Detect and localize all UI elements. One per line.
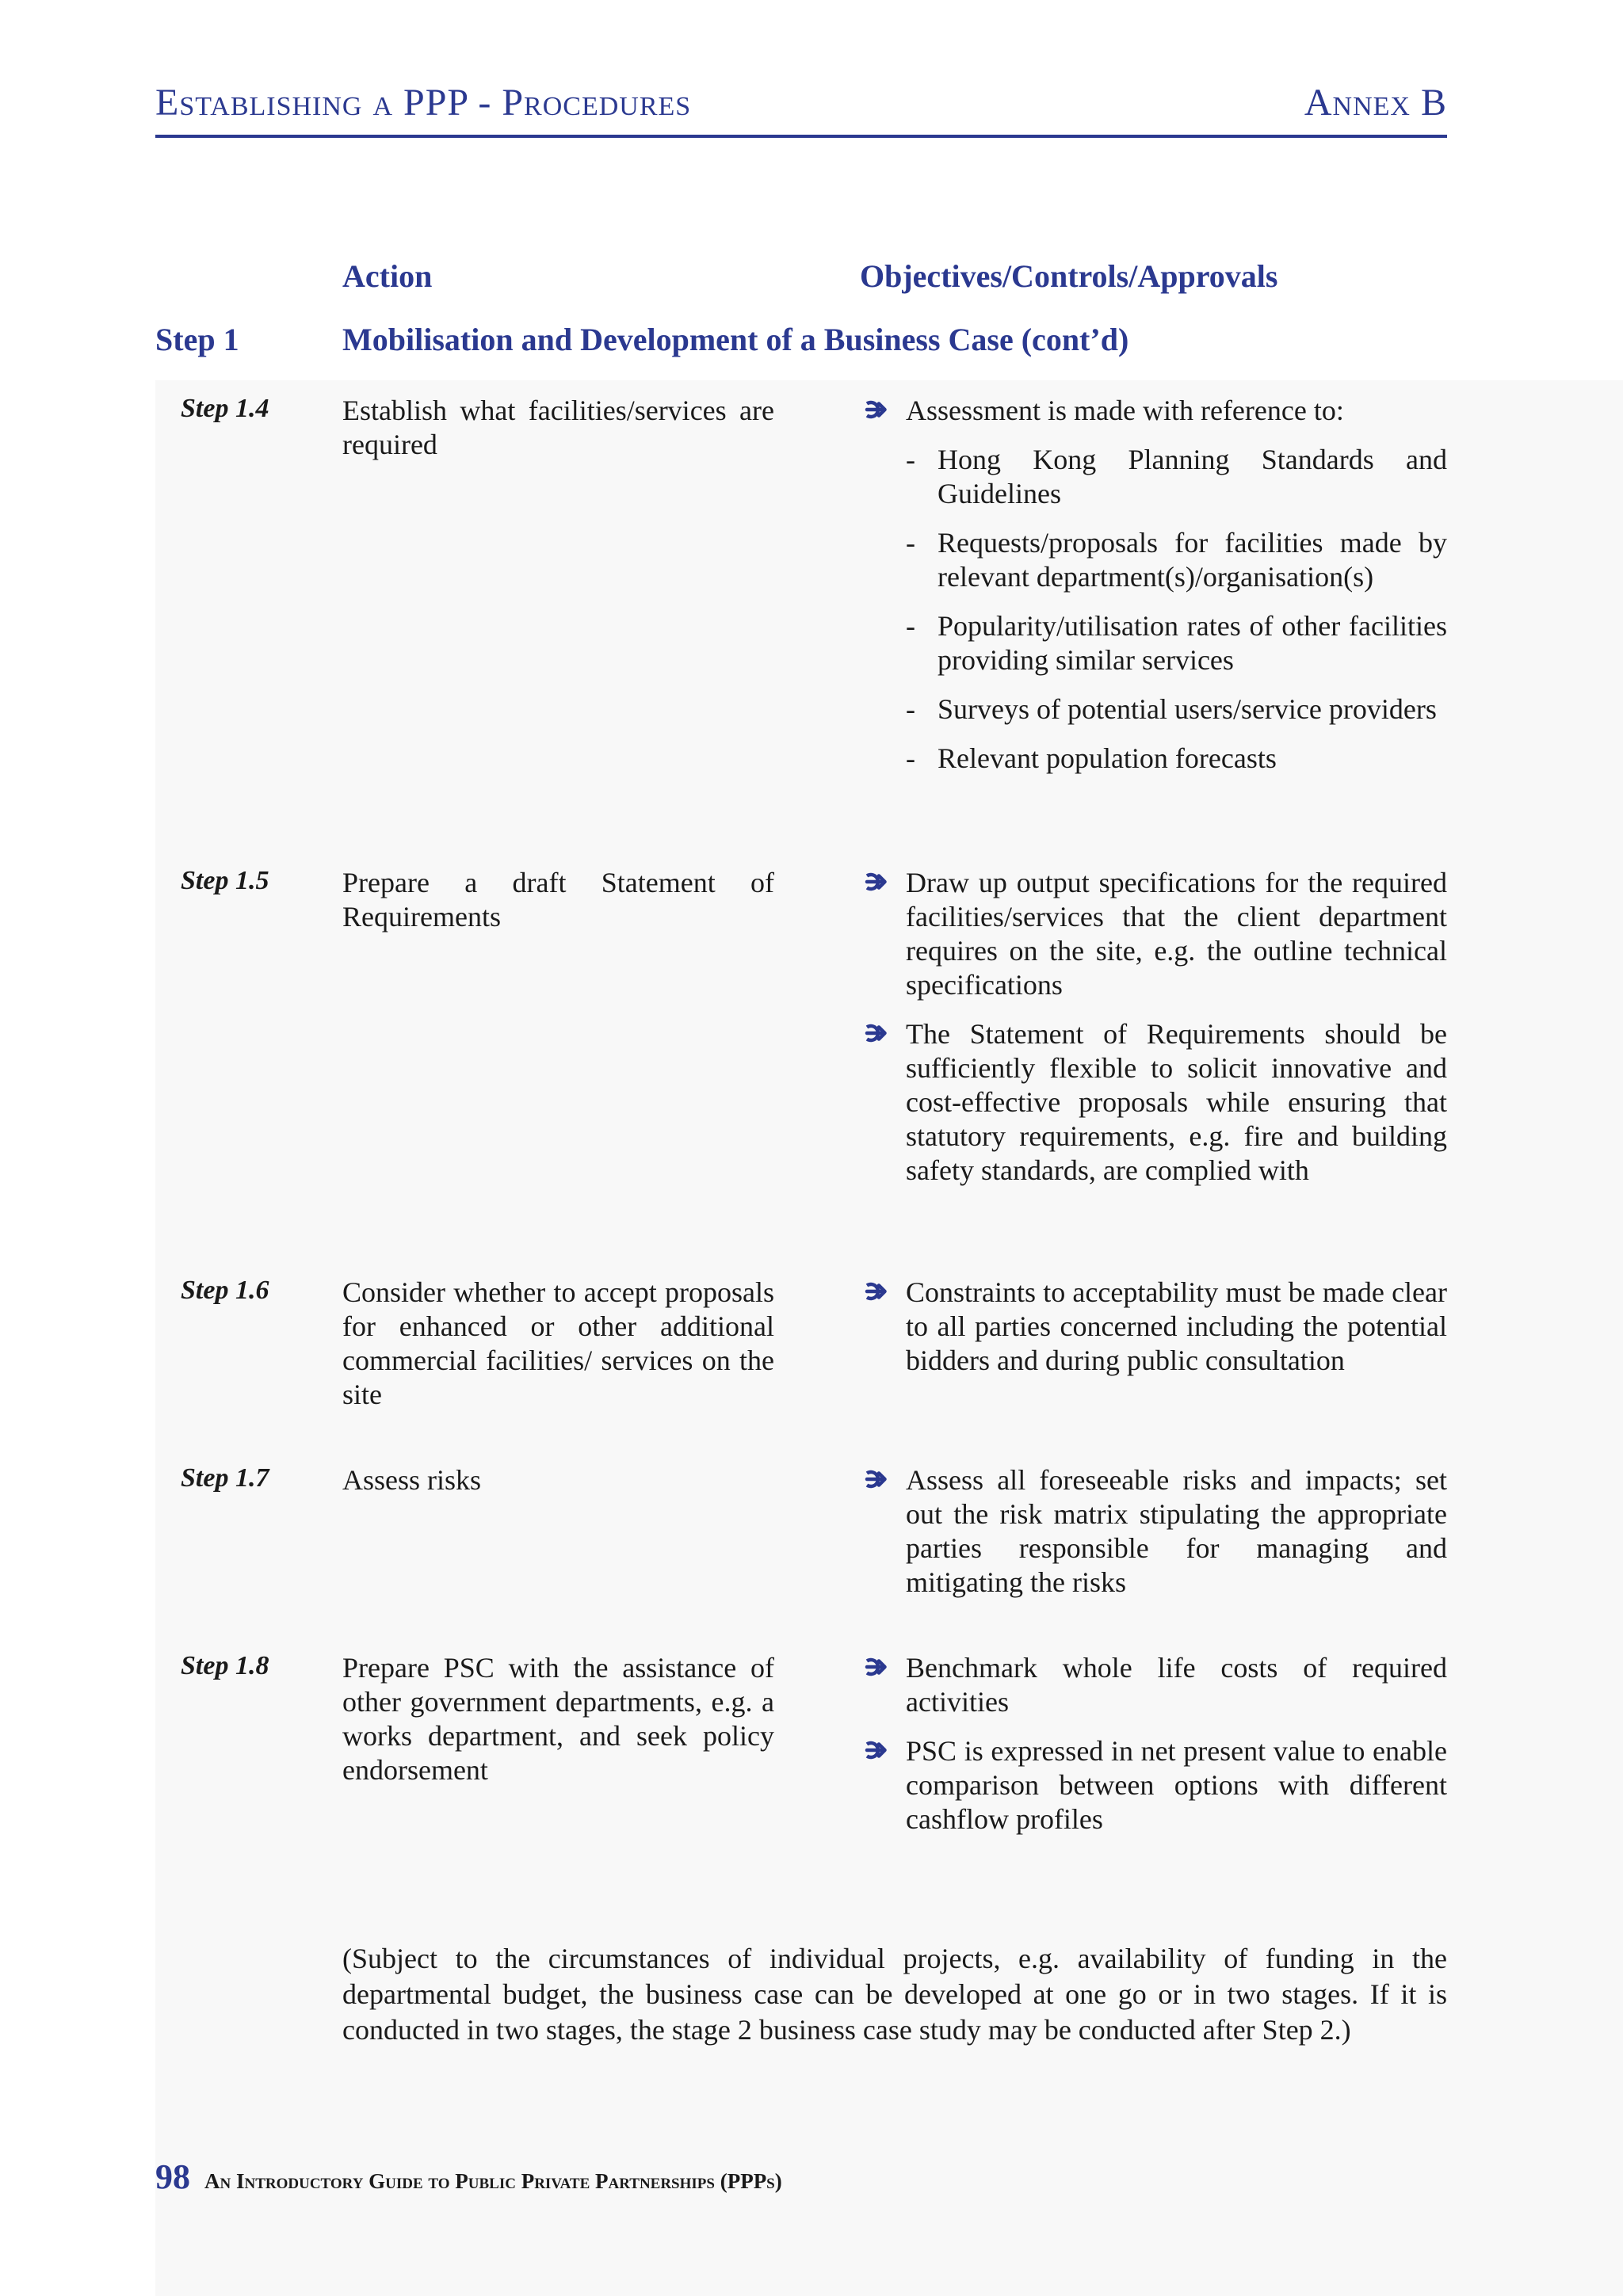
step-label: Step 1.4 xyxy=(181,394,269,423)
objective-text: Assess all foreseeable risks and impacts; set out the risk matrix stipulating the appropriate parties responsible for managing and mitigating the risks xyxy=(906,1464,1447,1598)
sub-item: - Relevant population forecasts xyxy=(906,742,1277,774)
objective-bullet xyxy=(860,394,1447,428)
footnote-paragraph: (Subject to the circumstances of individual projects, e.g. availability of funding in the departmental budget, the business case can be developed at one go or in two stages. If it is conducted in two stages, the stage 2 business case study may be conducted after Step 2.) xyxy=(342,1943,1447,2046)
objective-bullet xyxy=(860,1017,1447,1188)
step-action: Prepare PSC with the assistance of other government departments, e.g. a works department, and seek policy endorsement xyxy=(342,1652,774,1786)
objective-text: The Statement of Requirements should be sufficiently flexible to solicit innovative and cost-effective proposals while ensuring that statutory requirements, e.g. fire and building safety standards, are complied with xyxy=(906,1018,1447,1186)
curved-arrow-icon xyxy=(860,1653,888,1681)
curved-arrow-icon xyxy=(860,868,888,896)
objective-text: Draw up output specifications for the required facilities/services that the client department requires on the site, e.g. the outline technical specifications xyxy=(906,867,1447,1001)
step-objectives xyxy=(860,1276,1447,1393)
step-objectives xyxy=(860,1463,1447,1615)
objective-bullet xyxy=(860,1734,1447,1836)
objective-bullet xyxy=(860,1651,1447,1719)
objective-text: Assessment is made with reference to: xyxy=(906,395,1344,426)
page-footer xyxy=(155,2157,782,2197)
sub-item: - Surveys of potential users/service providers xyxy=(906,693,1437,725)
curved-arrow-icon xyxy=(860,395,888,424)
step-objectives xyxy=(860,394,1447,791)
objective-sublist xyxy=(860,443,1447,776)
step-action: Establish what facilities/services are required xyxy=(342,395,774,460)
objective-text: PSC is expressed in net present value to enable comparison between options with different cashflow profiles xyxy=(906,1735,1447,1835)
header-annex: Annex B xyxy=(1304,82,1447,124)
step-label: Step 1.8 xyxy=(181,1651,269,1680)
curved-arrow-icon xyxy=(860,1736,888,1764)
objective-bullet xyxy=(860,1463,1447,1600)
column-heading-objectives: Objectives/Controls/Approvals xyxy=(860,258,1278,294)
objective-bullet xyxy=(860,866,1447,1002)
objective-bullet xyxy=(860,1276,1447,1378)
step-label: Step 1.6 xyxy=(181,1276,269,1305)
step-objectives xyxy=(860,1651,1447,1852)
sub-item: - Hong Kong Planning Standards and Guidelines xyxy=(906,444,1447,509)
objective-text: Constraints to acceptability must be made clear to all parties concerned including the potential bidders and during public consultation xyxy=(906,1276,1447,1376)
curved-arrow-icon xyxy=(860,1277,888,1306)
curved-arrow-icon xyxy=(860,1019,888,1047)
step-action: Assess risks xyxy=(342,1464,482,1496)
step-main-label: Step 1 xyxy=(155,322,239,357)
page-number: 98 xyxy=(155,2157,190,2196)
footer-title: An Introductory Guide to Public Private Partnerships (PPPs) xyxy=(204,2169,782,2193)
column-heading-action: Action xyxy=(342,258,433,294)
step-label: Step 1.7 xyxy=(181,1463,269,1493)
step-action: Prepare a draft Statement of Requirements xyxy=(342,867,774,933)
step-objectives xyxy=(860,866,1447,1203)
step-main-title: Mobilisation and Development of a Business Case (cont’d) xyxy=(342,322,1129,357)
page-header xyxy=(155,79,1447,138)
curved-arrow-icon xyxy=(860,1465,888,1493)
step-action: Consider whether to accept proposals for enhanced or other additional commercial facilities/ services on the site xyxy=(342,1276,774,1410)
step-label: Step 1.5 xyxy=(181,866,269,895)
objective-text: Benchmark whole life costs of required activities xyxy=(906,1652,1447,1718)
sub-item: - Requests/proposals for facilities made by relevant department(s)/organisation(s) xyxy=(906,527,1447,593)
sub-item: - Popularity/utilisation rates of other facilities providing similar services xyxy=(906,610,1447,676)
header-title: Establishing a PPP - Procedures xyxy=(155,82,692,124)
